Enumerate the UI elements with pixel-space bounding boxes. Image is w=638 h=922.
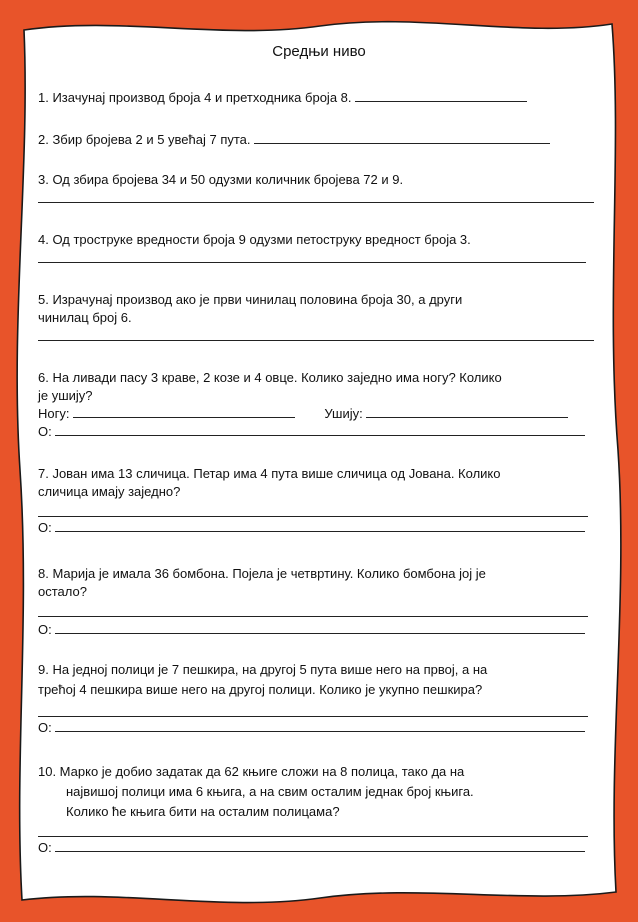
question-7-answer-row xyxy=(38,520,585,536)
answer-label: О: xyxy=(38,622,52,637)
question-8-answer-row xyxy=(38,622,585,638)
ears-label: Ушију: xyxy=(324,406,363,421)
question-7-text-cont: сличица имају заједно? xyxy=(38,484,181,499)
answer-line[interactable] xyxy=(38,516,588,517)
question-7-text: 7. Јован има 13 сличица. Петар има 4 пута више сличица од Јована. Колико xyxy=(38,466,501,481)
answer-line[interactable] xyxy=(38,716,588,717)
answer-line[interactable] xyxy=(38,836,588,837)
worksheet-title: Средњи ниво xyxy=(272,43,366,60)
answer-label: О: xyxy=(38,840,52,855)
question-10-text-cont-2: Колико ће књига бити на осталим полицама? xyxy=(66,804,340,819)
question-6-legs-row xyxy=(38,406,568,422)
question-8-text-cont: остало? xyxy=(38,584,87,599)
legs-label: Ногу: xyxy=(38,406,70,421)
question-6-text: 6. На ливади пасу 3 краве, 2 козе и 4 овце. Колико заједно има ногу? Колико xyxy=(38,370,502,385)
question-4-text: 4. Од троструке вредности броја 9 одузми петоструку вредност броја 3. xyxy=(38,232,471,247)
worksheet-page xyxy=(20,26,618,896)
question-9-answer-row xyxy=(38,720,585,736)
answer-line[interactable] xyxy=(38,616,588,617)
question-5-text-cont: чинилац број 6. xyxy=(38,310,132,325)
question-8-text: 8. Марија је имала 36 бомбона. Појела је четвртину. Колико бомбона јој је xyxy=(38,566,486,581)
answer-line[interactable] xyxy=(38,202,594,203)
answer-line[interactable] xyxy=(55,425,585,436)
answer-line[interactable] xyxy=(38,262,586,263)
question-5-text: 5. Израчунај производ ако је први чинилац половина броја 30, а други xyxy=(38,292,463,307)
answer-line[interactable] xyxy=(55,623,585,634)
question-9-text: 9. На једној полици је 7 пешкира, на другој 5 пута више него на првој, а на xyxy=(38,662,488,677)
question-1 xyxy=(38,90,527,106)
answer-line[interactable] xyxy=(55,841,585,852)
answer-label: О: xyxy=(38,720,52,735)
question-10-answer-row xyxy=(38,840,585,856)
question-10-text-cont: највишој полици има 6 књига, а на свим осталим једнак број књига. xyxy=(66,784,474,799)
question-10-text: 10. Марко је добио задатак да 62 књиге сложи на 8 полица, тако да на xyxy=(38,764,465,779)
question-1-text: 1. Изачунај производ броја 4 и претходника броја 8. xyxy=(38,90,352,105)
answer-label: О: xyxy=(38,424,52,439)
answer-line[interactable] xyxy=(55,521,585,532)
answer-label: О: xyxy=(38,520,52,535)
question-2-text: 2. Збир бројева 2 и 5 увећај 7 пута. xyxy=(38,132,251,147)
question-3-text: 3. Од збира бројева 34 и 50 одузми количник бројева 72 и 9. xyxy=(38,172,404,187)
question-6-text-cont: је ушију? xyxy=(38,388,93,403)
answer-line[interactable] xyxy=(254,133,550,144)
question-9-text-cont: трећој 4 пешкира више него на другој полици. Колико је укупно пешкира? xyxy=(38,682,483,697)
ears-answer-line[interactable] xyxy=(366,407,568,418)
answer-line[interactable] xyxy=(38,340,594,341)
answer-line[interactable] xyxy=(55,721,585,732)
question-6-answer-row xyxy=(38,424,585,440)
answer-line[interactable] xyxy=(355,91,527,102)
question-2 xyxy=(38,132,550,148)
legs-answer-line[interactable] xyxy=(73,407,295,418)
